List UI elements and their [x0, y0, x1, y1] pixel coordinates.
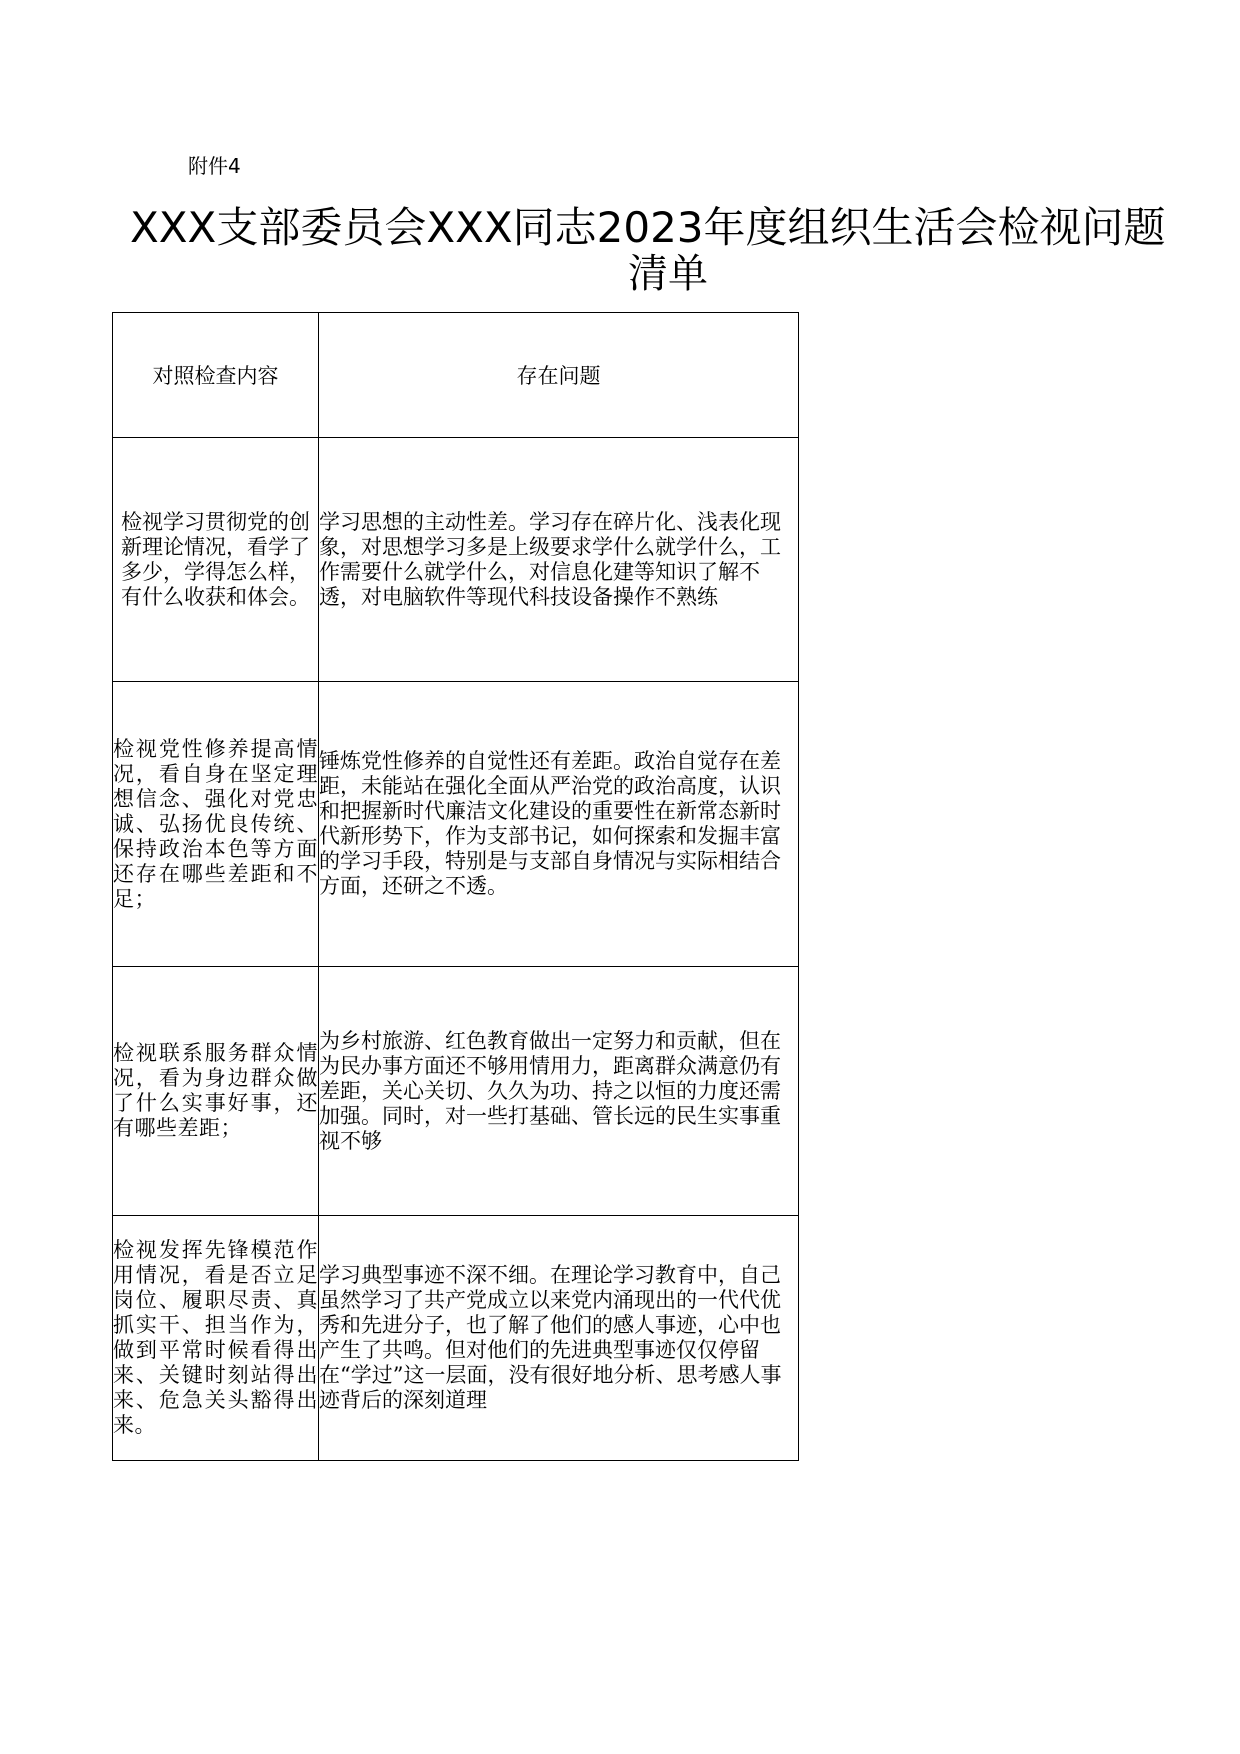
check-item-cell: 检视联系服务群众情况，看为身边群众做了什么实事好事，还有哪些差距； [113, 967, 319, 1216]
table-row [113, 438, 799, 682]
table-row [113, 1216, 799, 1461]
check-item-cell: 检视发挥先锋模范作用情况，看是否立足岗位、履职尽责、真抓实干、担当作为，做到平常时候看得出来、关键时刻站得出来、危急关头豁得出来。 [113, 1216, 319, 1461]
problem-cell: 学习思想的主动性差。学习存在碎片化、浅表化现象，对思想学习多是上级要求学什么就学什么，工作需要什么就学什么，对信息化建等知识了解不透，对电脑软件等现代科技设备操作不熟练 [319, 438, 799, 682]
table-row [113, 967, 799, 1216]
problem-cell: 为乡村旅游、红色教育做出一定努力和贡献，但在为民办事方面还不够用情用力，距离群众满意仍有差距，关心关切、久久为功、持之以恒的力度还需加强。同时，对一些打基础、管长远的民生实事重视不够 [319, 967, 799, 1216]
issue-checklist-table [112, 312, 799, 1461]
column-header-existing-problems: 存在问题 [319, 313, 799, 438]
document-title: XXX支部委员会XXX同志2023年度组织生活会检视问题 [130, 203, 1166, 252]
problem-cell: 锤炼党性修养的自觉性还有差距。政治自觉存在差距，未能站在强化全面从严治党的政治高度，认识和把握新时代廉洁文化建设的重要性在新常态新时代新形势下，作为支部书记，如何探索和发掘丰富的学习手段，特别是与支部自身情况与实际相结合方面，还研之不透。 [319, 682, 799, 967]
check-item-cell: 检视党性修养提高情况，看自身在坚定理想信念、强化对党忠诚、弘扬优良传统、保持政治本色等方面还存在哪些差距和不足； [113, 682, 319, 967]
problem-cell: 学习典型事迹不深不细。在理论学习教育中，自己虽然学习了共产党成立以来党内涌现出的一代代优秀和先进分子，也了解了他们的感人事迹，心中也产生了共鸣。但对他们的先进典型事迹仅仅停留在“学过”这一层面，没有很好地分析、思考感人事迹背后的深刻道理 [319, 1216, 799, 1461]
attachment-label: 附件4 [188, 154, 241, 178]
table-header-row [113, 313, 799, 438]
document-title-continued: 清单 [628, 251, 708, 297]
check-item-cell: 检视学习贯彻党的创新理论情况，看学了多少，学得怎么样，有什么收获和体会。 [113, 438, 319, 682]
table-row [113, 682, 799, 967]
column-header-check-content: 对照检查内容 [113, 313, 319, 438]
